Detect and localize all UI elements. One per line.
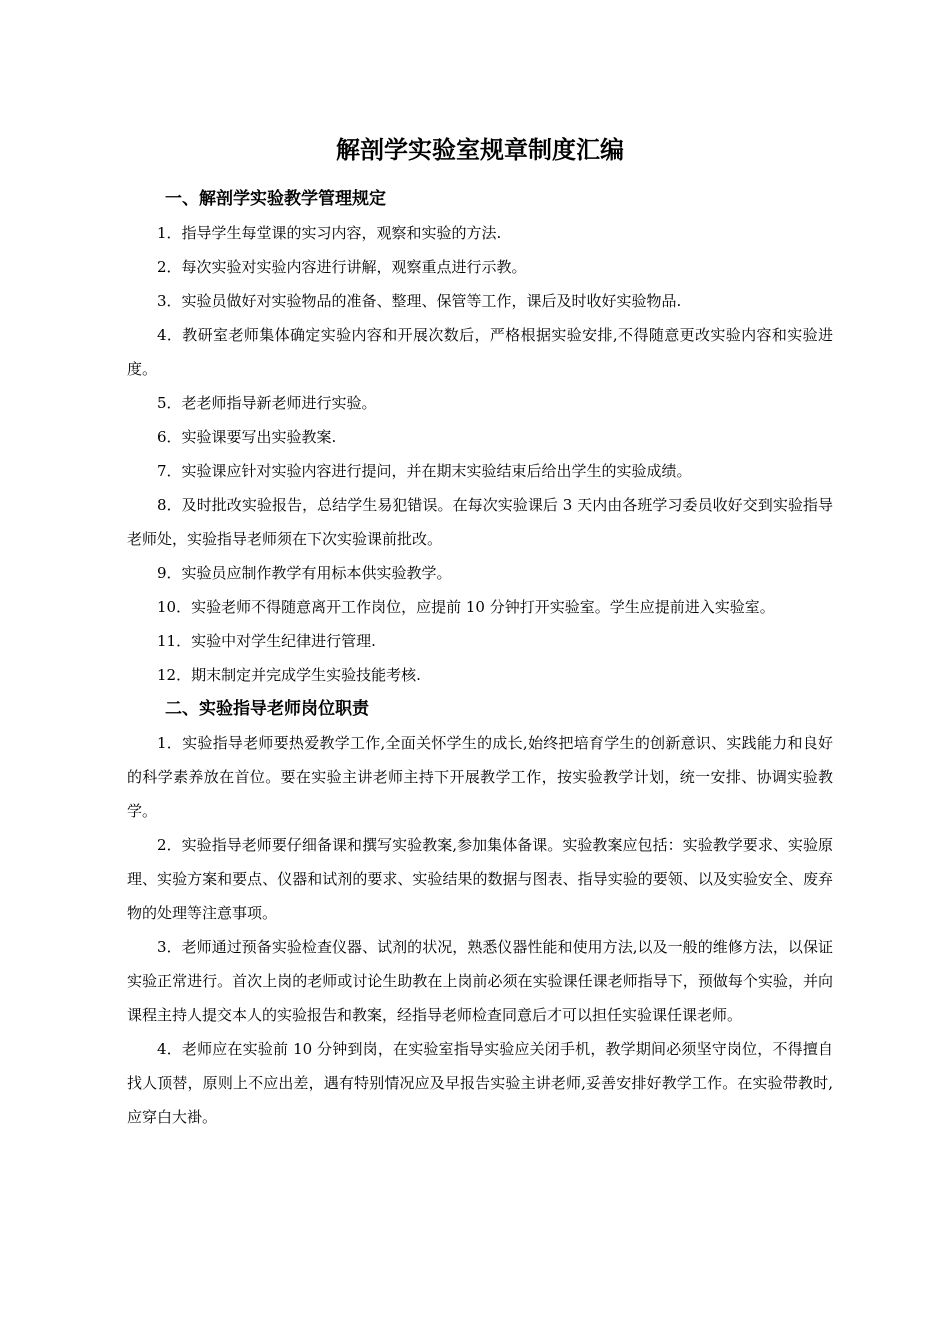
rule-item: 1．指导学生每堂课的实习内容，观察和实验的方法. bbox=[157, 224, 502, 242]
section-teaching-management bbox=[127, 182, 833, 692]
rule-item: 9．实验员应制作教学有用标本供实验教学。 bbox=[157, 564, 452, 582]
rule-item: 6．实验课要写出实验教案. bbox=[157, 428, 337, 446]
section-heading: 一、解剖学实验教学管理规定 bbox=[165, 189, 386, 209]
rule-item: 12．期末制定并完成学生实验技能考核. bbox=[157, 666, 421, 684]
section-instructor-duties bbox=[127, 692, 833, 1134]
rule-item: 5．老老师指导新老师进行实验。 bbox=[157, 394, 377, 412]
duty-item: 4．老师应在实验前 10 分钟到岗，在实验室指导实验应关闭手机，教学期间必须坚守岗位，不得擅自找人顶替，原则上不应出差，遇有特别情况应及早报告实验主讲老师,妥善安排好教学工作。在实验带教时,应穿白大褂。 bbox=[127, 1040, 833, 1126]
rule-item: 4．教研室老师集体确定实验内容和开展次数后，严格根据实验安排,不得随意更改实验内容和实验进度。 bbox=[127, 326, 833, 378]
rule-item: 10．实验老师不得随意离开工作岗位，应提前 10 分钟打开实验室。学生应提前进入实验室。 bbox=[157, 598, 775, 616]
duty-item: 2．实验指导老师要仔细备课和撰写实验教案,参加集体备课。实验教案应包括：实验教学要求、实验原理、实验方案和要点、仪器和试剂的要求、实验结果的数据与图表、指导实验的要领、以及实验安全、废弃物的处理等注意事项。 bbox=[127, 836, 833, 922]
rule-item: 7．实验课应针对实验内容进行提问，并在期末实验结束后给出学生的实验成绩。 bbox=[157, 462, 692, 480]
document-title: 解剖学实验室规章制度汇编 bbox=[336, 136, 624, 164]
rule-item: 8．及时批改实验报告，总结学生易犯错误。在每次实验课后 3 天内由各班学习委员收好交到实验指导老师处，实验指导老师须在下次实验课前批改。 bbox=[127, 496, 833, 548]
rule-item: 11．实验中对学生纪律进行管理. bbox=[157, 632, 376, 650]
duty-item: 1．实验指导老师要热爱教学工作,全面关怀学生的成长,始终把培育学生的创新意识、实践能力和良好的科学素养放在首位。要在实验主讲老师主持下开展教学工作，按实验教学计划，统一安排、协调实验教学。 bbox=[127, 734, 833, 820]
rule-item: 2．每次实验对实验内容进行讲解，观察重点进行示教。 bbox=[157, 258, 527, 276]
rule-item: 3．实验员做好对实验物品的准备、整理、保管等工作，课后及时收好实验物品. bbox=[157, 292, 682, 310]
duty-item: 3．老师通过预备实验检查仪器、试剂的状况，熟悉仪器性能和使用方法,以及一般的维修方法，以保证实验正常进行。首次上岗的老师或讨论生助教在上岗前必须在实验课任课老师指导下，预做每个实验，并向课程主持人提交本人的实验报告和教案，经指导老师检查同意后才可以担任实验课任课老师。 bbox=[127, 938, 833, 1024]
document-page bbox=[127, 128, 833, 1134]
section-heading: 二、实验指导老师岗位职责 bbox=[165, 699, 369, 719]
